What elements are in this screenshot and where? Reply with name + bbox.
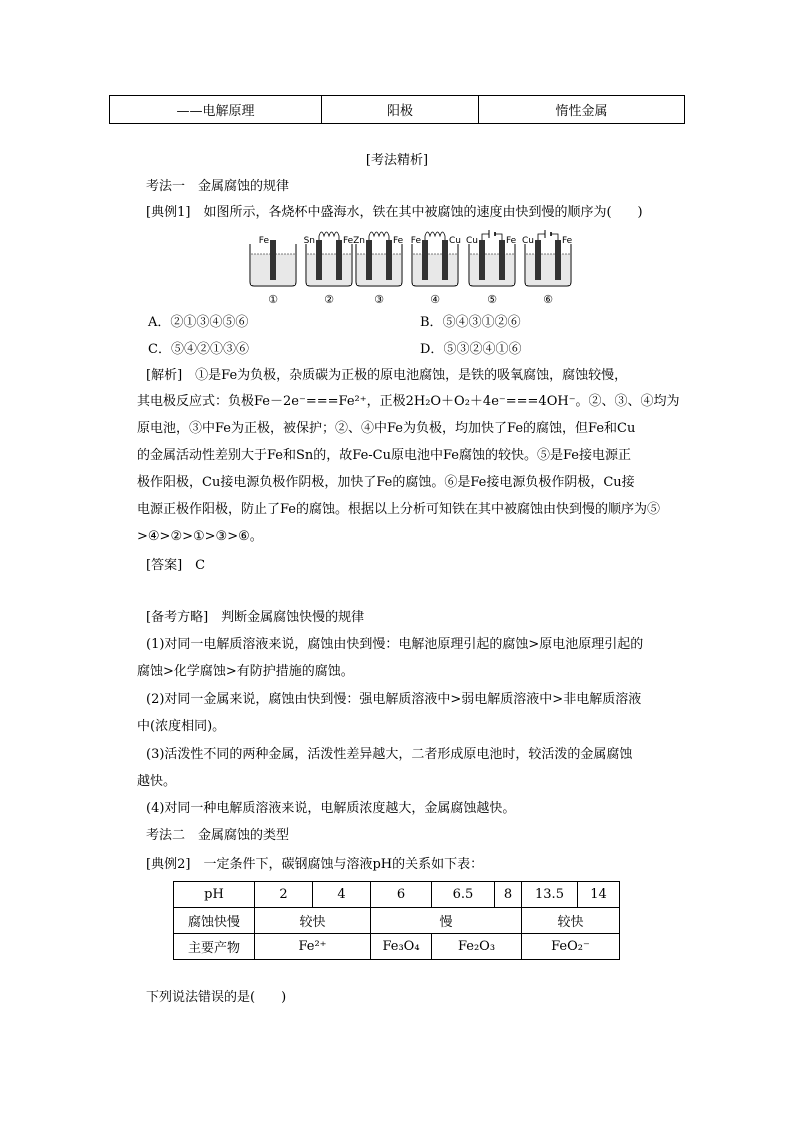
beaker-number: ⑥ <box>543 293 553 306</box>
electrode-label: Zn <box>353 236 365 246</box>
strategy-line: 中(浓度相同)。 <box>137 719 226 734</box>
beaker-number: ② <box>324 293 334 306</box>
beaker-number: ⑤ <box>487 293 497 306</box>
option-letter: D． <box>420 342 444 357</box>
electrode-label: Cu <box>466 236 478 246</box>
answer: [答案] C <box>146 558 206 573</box>
wire <box>551 234 558 240</box>
analysis-line: 其电极反应式：负极Fe－2e⁻===Fe²⁺，正极2H₂O＋O₂＋4e⁻===4OH⁻。②、③、④均为 <box>137 394 680 409</box>
seawater <box>526 254 570 285</box>
option-letter: B． <box>420 315 443 330</box>
wire <box>319 232 339 240</box>
electrode <box>442 240 448 280</box>
ph-label: pH <box>174 882 255 908</box>
electrode <box>386 240 392 280</box>
option-text: ⑤④③①②⑥ <box>442 315 521 330</box>
electrode-label: Fe <box>410 236 421 246</box>
ph-value: 13.5 <box>522 882 578 908</box>
method2-label: 考法二 <box>146 828 186 843</box>
seawater <box>357 254 401 285</box>
strategy-line: 腐蚀>化学腐蚀>有防护措施的腐蚀。 <box>137 664 354 679</box>
strategy-line: (4)对同一种电解质溶液来说，电解质浓度越大，金属腐蚀越快。 <box>146 801 516 816</box>
followup-question: 下列说法错误的是( ) <box>146 990 287 1005</box>
electrode <box>535 240 541 280</box>
strategy-line: (1)对同一电解质溶液来说，腐蚀由快到慢：电解池原理引起的腐蚀>原电池原理引起的 <box>146 637 644 652</box>
top-table-cell: 阳极 <box>322 96 479 124</box>
method2-title: 金属腐蚀的类型 <box>198 828 290 843</box>
electrode <box>336 240 342 280</box>
top-table <box>109 95 685 124</box>
beaker-number: ④ <box>430 293 440 306</box>
wire <box>538 234 545 240</box>
wire <box>425 232 445 240</box>
example2-label: [典例2] <box>146 857 191 872</box>
electrode-label: Sn <box>303 236 315 246</box>
seawater <box>470 254 514 285</box>
seawater <box>413 254 457 285</box>
electrode <box>555 240 561 280</box>
electrode <box>316 240 322 280</box>
example2-question-text: 一定条件下，碳钢腐蚀与溶液pH的关系如下表： <box>203 857 484 872</box>
electrode-label: Fe <box>393 236 404 246</box>
electrode-label: Fe <box>506 236 517 246</box>
ph-value: 6 <box>371 882 432 908</box>
strategy-title: [备考方略] 判断金属腐蚀快慢的规律 <box>146 610 365 625</box>
electrode-label: Fe <box>258 236 269 246</box>
product-value: Fe₂O₃ <box>432 934 522 960</box>
product-value: Fe²⁺ <box>255 934 371 960</box>
speed-value: 较快 <box>522 908 620 934</box>
ph-value: 8 <box>495 882 522 908</box>
electrode <box>499 240 505 280</box>
analysis-line: 原电池，③中Fe为正极，被保护；②、④中Fe为负极，均加快了Fe的腐蚀，但Fe和Cu <box>137 421 636 436</box>
electrode <box>270 240 276 280</box>
product-row <box>174 934 620 960</box>
beaker-number: ① <box>268 293 278 306</box>
option-b <box>420 314 521 332</box>
wire <box>495 234 502 240</box>
strategy-line: (3)活泼性不同的两种金属，活泼性差异越大，二者形成原电池时，较活泼的金属腐蚀 <box>146 747 633 762</box>
method1-heading <box>146 178 289 196</box>
product-value: FeO₂⁻ <box>522 934 620 960</box>
analysis-line: 的金属活动性差别大于Fe和Sn的，故Fe-Cu原电池中Fe腐蚀的较快。⑤是Fe接电源正 <box>137 448 632 463</box>
ph-value: 6.5 <box>432 882 495 908</box>
beakers-figure <box>248 230 578 306</box>
example1-question-text: 如图所示，各烧杯中盛海水，铁在其中被腐蚀的速度由快到慢的顺序为( ) <box>203 205 643 220</box>
beaker-number: ③ <box>374 293 384 306</box>
top-table-cell: 惰性金属 <box>479 96 685 124</box>
strategy-line: (2)对同一金属来说，腐蚀由快到慢：强电解质溶液中>弱电解质溶液中>非电解质溶液 <box>146 692 642 707</box>
option-letter: A． <box>148 315 171 330</box>
electrode-label: Cu <box>449 236 461 246</box>
electrode <box>479 240 485 280</box>
speed-value: 较快 <box>255 908 371 934</box>
top-table-cell: ——电解原理 <box>110 96 322 124</box>
option-text: ⑤③②④①⑥ <box>443 342 522 357</box>
product-label: 主要产物 <box>174 934 255 960</box>
speed-row <box>174 908 620 934</box>
electrode <box>366 240 372 280</box>
electrode <box>422 240 428 280</box>
speed-label: 腐蚀快慢 <box>174 908 255 934</box>
analysis-line: [解析] ①是Fe为负极，杂质碳为正极的原电池腐蚀，是铁的吸氧腐蚀，腐蚀较慢， <box>146 368 628 383</box>
option-text: ②①③④⑤⑥ <box>170 315 249 330</box>
analysis-line: >④>②>①>③>⑥。 <box>137 529 263 544</box>
ph-value: 14 <box>578 882 620 908</box>
option-letter: C． <box>148 342 171 357</box>
option-text: ⑤④②①③⑥ <box>170 342 249 357</box>
option-c <box>148 341 249 359</box>
strategy-line: 越快。 <box>137 774 177 789</box>
option-a <box>148 314 248 332</box>
option-d <box>420 341 521 359</box>
example1-question <box>146 204 643 222</box>
electrode-label: Fe <box>343 236 354 246</box>
method2-heading <box>146 827 289 845</box>
section-heading: [考法精析] <box>365 153 429 168</box>
electrode-label: Fe <box>562 236 573 246</box>
ph-value: 2 <box>255 882 313 908</box>
electrode-label: Cu <box>522 236 534 246</box>
wire <box>482 234 489 240</box>
analysis-line: 电源正极作阳极，防止了Fe的腐蚀。根据以上分析可知铁在其中被腐蚀由快到慢的顺序为⑤ <box>137 502 661 517</box>
example1-label: [典例1] <box>146 205 191 220</box>
method1-label: 考法一 <box>146 179 186 194</box>
method1-title: 金属腐蚀的规律 <box>198 179 290 194</box>
wire <box>369 232 389 240</box>
analysis-line: 极作阳极，Cu接电源负极作阴极，加快了Fe的腐蚀。⑥是Fe接电源负极作阴极，Cu接 <box>137 475 635 490</box>
product-value: Fe₃O₄ <box>371 934 432 960</box>
ph-value: 4 <box>313 882 371 908</box>
ph-table <box>173 881 620 960</box>
speed-value: 慢 <box>371 908 522 934</box>
seawater <box>307 254 351 285</box>
ph-row <box>174 882 620 908</box>
example2-question <box>146 856 483 874</box>
